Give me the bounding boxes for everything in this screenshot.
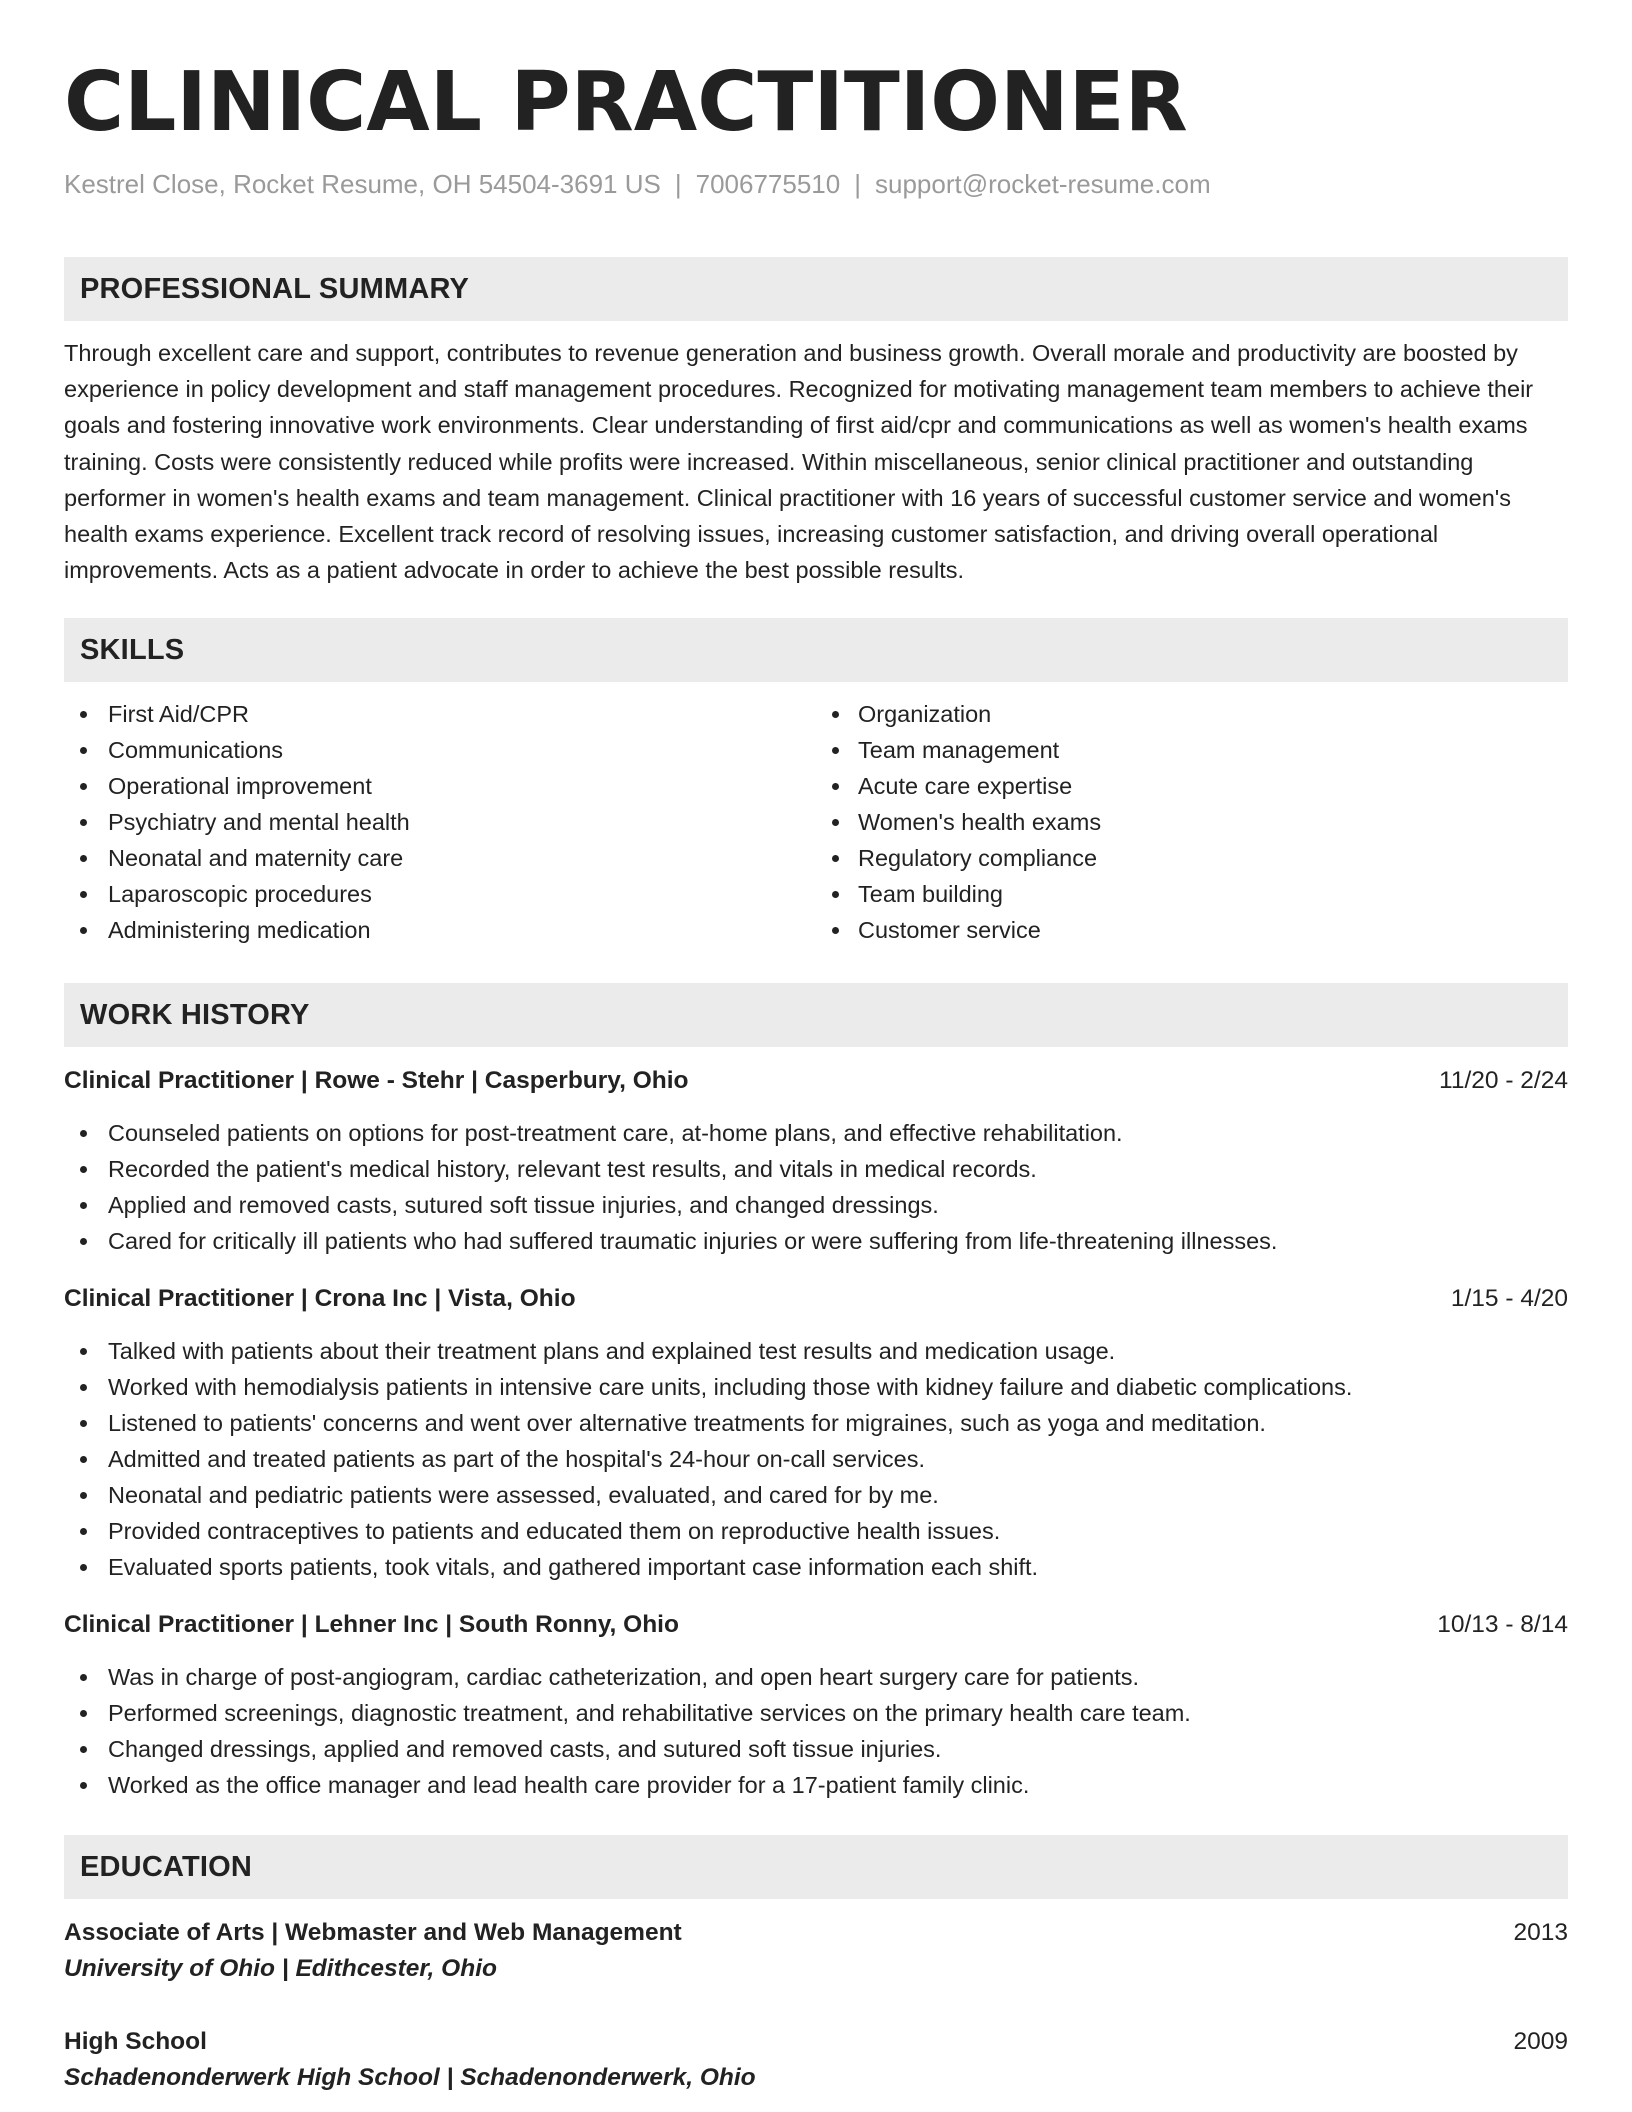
job-bullet: Recorded the patient's medical history, relevant test results, and vitals in medical records. [64, 1151, 1568, 1187]
job-bullet: Evaluated sports patients, took vitals, and gathered important case information each shift. [64, 1549, 1568, 1585]
skill-item: First Aid/CPR [64, 696, 816, 732]
job-bullet: Applied and removed casts, sutured soft tissue injuries, and changed dressings. [64, 1187, 1568, 1223]
skill-item: Neonatal and maternity care [64, 840, 816, 876]
education-degree: High School [64, 2028, 207, 2056]
skill-item: Communications [64, 732, 816, 768]
job-bullet: Neonatal and pediatric patients were assessed, evaluated, and cared for by me. [64, 1477, 1568, 1513]
skill-item: Administering medication [64, 912, 816, 948]
job-header [64, 1063, 1568, 1099]
skills-right-column [816, 696, 1568, 948]
contact-separator: | [674, 169, 682, 199]
skills-grid [64, 696, 1568, 948]
job-header [64, 1281, 1568, 1317]
skill-item: Women's health exams [816, 804, 1568, 840]
job-header [64, 1607, 1568, 1643]
education-school: University of Ohio | Edithcester, Ohio [64, 1955, 497, 1983]
education-header [64, 1915, 1568, 1951]
contact-email: support@rocket-resume.com [874, 169, 1211, 199]
skill-item: Organization [816, 696, 1568, 732]
skill-item: Team building [816, 876, 1568, 912]
skills-section-header: SKILLS [64, 618, 1568, 682]
job-dates: 10/13 - 8/14 [1437, 1611, 1568, 1639]
job-entry [64, 1607, 1568, 1803]
job-bullet: Worked with hemodialysis patients in intensive care units, including those with kidney failure and diabetic complications. [64, 1369, 1568, 1405]
job-bullets [64, 1333, 1568, 1585]
education-entry [64, 1915, 1568, 1987]
job-bullet: Admitted and treated patients as part of the hospital's 24-hour on-call services. [64, 1441, 1568, 1477]
resume-name-heading: CLINICAL PRACTITIONER [64, 55, 1188, 150]
skill-item: Regulatory compliance [816, 840, 1568, 876]
job-bullets [64, 1659, 1568, 1803]
education-year: 2009 [1513, 2028, 1568, 2056]
job-bullet: Worked as the office manager and lead health care provider for a 17-patient family clinic. [64, 1767, 1568, 1803]
education-school: Schadenonderwerk High School | Schadenonderwerk, Ohio [64, 2064, 756, 2092]
job-bullet: Provided contraceptives to patients and educated them on reproductive health issues. [64, 1513, 1568, 1549]
job-bullets [64, 1115, 1568, 1259]
job-bullet: Cared for critically ill patients who had suffered traumatic injuries or were suffering from life-threatening illnesses. [64, 1223, 1568, 1259]
education-entry [64, 2024, 1568, 2096]
job-bullet: Talked with patients about their treatment plans and explained test results and medication usage. [64, 1333, 1568, 1369]
job-bullet: Changed dressings, applied and removed casts, and sutured soft tissue injuries. [64, 1731, 1568, 1767]
job-entry [64, 1281, 1568, 1585]
work-section-header: WORK HISTORY [64, 983, 1568, 1047]
summary-section-header: PROFESSIONAL SUMMARY [64, 257, 1568, 321]
skill-item: Acute care expertise [816, 768, 1568, 804]
job-title: Clinical Practitioner | Lehner Inc | South Ronny, Ohio [64, 1611, 679, 1639]
contact-address: Kestrel Close, Rocket Resume, OH 54504-3691 US [64, 169, 661, 199]
skill-item: Customer service [816, 912, 1568, 948]
job-bullet: Performed screenings, diagnostic treatment, and rehabilitative services on the primary health care team. [64, 1695, 1568, 1731]
job-title: Clinical Practitioner | Crona Inc | Vista, Ohio [64, 1285, 576, 1313]
summary-paragraph: Through excellent care and support, contributes to revenue generation and business growth. Overall morale and productivity are boosted by experience in policy development and staff management procedures. Recognized for motivating management team members to achieve their goals and fostering innovative work environments. Clear understanding of first aid/cpr and communications as well as women's health exams training. Costs were consistently reduced while profits were increased. Within miscellaneous, senior clinical practitioner and outstanding performer in women's health exams and team management. Clinical practitioner with 16 years of successful customer service and women's health exams experience. Excellent track record of resolving issues, increasing customer satisfaction, and driving overall operational improvements. Acts as a patient advocate in order to achieve the best possible results. [64, 340, 1534, 584]
job-title: Clinical Practitioner | Rowe - Stehr | Casperbury, Ohio [64, 1067, 689, 1095]
job-bullet: Listened to patients' concerns and went over alternative treatments for migraines, such as yoga and meditation. [64, 1405, 1568, 1441]
skill-item: Psychiatry and mental health [64, 804, 816, 840]
job-dates: 1/15 - 4/20 [1450, 1285, 1568, 1313]
skill-item: Team management [816, 732, 1568, 768]
job-bullet: Counseled patients on options for post-treatment care, at-home plans, and effective rehabilitation. [64, 1115, 1568, 1151]
contact-line [64, 166, 1568, 202]
skill-item: Operational improvement [64, 768, 816, 804]
skill-item: Laparoscopic procedures [64, 876, 816, 912]
job-dates: 11/20 - 2/24 [1439, 1067, 1568, 1095]
skills-left-column [64, 696, 816, 948]
contact-phone: 7006775510 [695, 169, 841, 199]
education-degree: Associate of Arts | Webmaster and Web Management [64, 1919, 682, 1947]
job-bullet: Was in charge of post-angiogram, cardiac catheterization, and open heart surgery care for patients. [64, 1659, 1568, 1695]
education-section-header: EDUCATION [64, 1835, 1568, 1899]
job-entry [64, 1063, 1568, 1259]
education-header [64, 2024, 1568, 2060]
contact-separator: | [854, 169, 861, 199]
education-year: 2013 [1513, 1919, 1568, 1947]
